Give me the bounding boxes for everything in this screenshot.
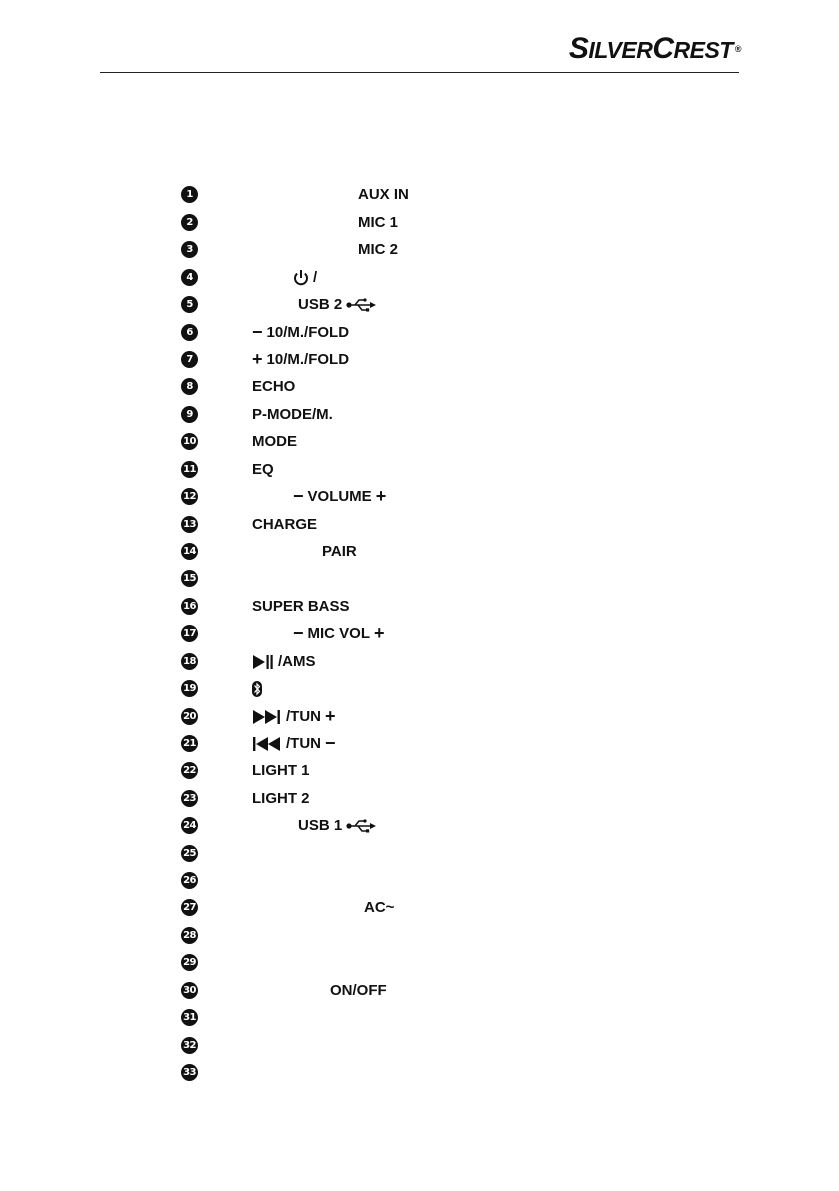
suffix-sign: −	[325, 733, 336, 753]
item-number-badge: 30	[181, 982, 198, 999]
item-label-group	[358, 185, 409, 204]
list-item	[0, 570, 839, 590]
list-item	[0, 598, 839, 618]
item-number-badge: 4	[181, 269, 198, 286]
item-number-badge: 12	[181, 488, 198, 505]
item-number-badge: 5	[181, 296, 198, 313]
list-item	[0, 899, 839, 919]
prefix-sign: +	[252, 349, 263, 369]
item-label-group	[252, 761, 310, 780]
item-label-group	[293, 487, 386, 506]
item-label: /AMS	[278, 653, 316, 670]
item-label: LIGHT 1	[252, 762, 310, 779]
item-number-badge: 20	[181, 708, 198, 725]
logo-part1-initial: S	[568, 32, 589, 65]
item-label: /TUN	[286, 708, 321, 725]
item-label-group	[252, 323, 349, 342]
logo-part2-rest: REST	[673, 37, 733, 63]
item-number-badge: 33	[181, 1064, 198, 1081]
list-item	[0, 762, 839, 782]
list-item	[0, 241, 839, 261]
list-item	[0, 543, 839, 563]
item-label: MIC 1	[358, 214, 399, 231]
list-item	[0, 433, 839, 453]
item-number-badge: 6	[181, 324, 198, 341]
item-label: 10/M./FOLD	[266, 324, 350, 341]
item-label: ECHO	[252, 378, 296, 395]
usb-icon	[346, 298, 376, 312]
list-item	[0, 708, 839, 728]
list-item	[0, 351, 839, 371]
list-item	[0, 653, 839, 673]
item-number-badge: 7	[181, 351, 198, 368]
item-label-group	[252, 707, 336, 726]
item-label-group	[252, 515, 317, 534]
list-item	[0, 296, 839, 316]
item-label-group	[252, 460, 274, 479]
item-label-group	[252, 377, 295, 396]
list-item	[0, 461, 839, 481]
item-label-group	[252, 405, 333, 424]
list-item	[0, 982, 839, 1002]
item-label-group	[252, 734, 336, 753]
list-item	[0, 735, 839, 755]
list-item	[0, 406, 839, 426]
list-item	[0, 845, 839, 865]
list-item	[0, 516, 839, 536]
item-label: MODE	[252, 433, 297, 450]
item-label-group	[252, 652, 316, 671]
registered-mark: ®	[734, 43, 741, 54]
item-label-group	[298, 295, 376, 314]
previous-track-icon	[252, 736, 282, 752]
item-label-group	[358, 240, 398, 259]
item-label: CHARGE	[252, 516, 318, 533]
item-number-badge: 22	[181, 762, 198, 779]
item-number-badge: 17	[181, 625, 198, 642]
item-number-badge: 29	[181, 954, 198, 971]
item-label-group	[252, 789, 310, 808]
item-number-badge: 18	[181, 653, 198, 670]
item-label-group	[322, 542, 357, 561]
power-icon	[293, 269, 309, 287]
item-label: EQ	[252, 461, 274, 478]
list-item	[0, 269, 839, 289]
prefix-sign: −	[293, 623, 304, 643]
item-label-group	[364, 898, 394, 917]
prefix-sign: −	[252, 322, 263, 342]
item-label: SUPER BASS	[252, 598, 350, 615]
item-label-group	[293, 624, 385, 643]
item-label: VOLUME	[307, 488, 372, 505]
list-item	[0, 680, 839, 700]
item-label-group	[252, 350, 349, 369]
suffix-sign: +	[374, 623, 385, 643]
play-pause-icon	[252, 654, 274, 670]
item-label: USB 1	[298, 817, 343, 834]
item-number-badge: 11	[181, 461, 198, 478]
item-label-group	[293, 268, 317, 287]
list-item	[0, 872, 839, 892]
list-item	[0, 1009, 839, 1029]
list-item	[0, 927, 839, 947]
list-item	[0, 1064, 839, 1084]
item-number-badge: 31	[181, 1009, 198, 1026]
item-number-badge: 19	[181, 680, 198, 697]
item-number-badge: 3	[181, 241, 198, 258]
item-label: ON/OFF	[330, 982, 387, 999]
item-number-badge: 27	[181, 899, 198, 916]
item-number-badge: 26	[181, 872, 198, 889]
item-label: P-MODE/M.	[252, 406, 333, 423]
item-number-badge: 28	[181, 927, 198, 944]
logo-part2-initial: C	[652, 32, 674, 65]
item-label: /TUN	[286, 735, 321, 752]
item-number-badge: 15	[181, 570, 198, 587]
suffix-sign: +	[325, 706, 336, 726]
item-number-badge: 32	[181, 1037, 198, 1054]
suffix-sign: +	[375, 486, 387, 506]
bluetooth-icon	[252, 681, 262, 697]
item-label: MIC VOL	[307, 625, 371, 642]
logo-part1-rest: ILVER	[588, 37, 653, 63]
item-number-badge: 14	[181, 543, 198, 560]
list-item	[0, 186, 839, 206]
item-number-badge: 2	[181, 214, 198, 231]
usb-icon	[346, 819, 376, 833]
item-label: /	[313, 269, 318, 286]
list-item	[0, 1037, 839, 1057]
item-number-badge: 9	[181, 406, 198, 423]
item-number-badge: 10	[181, 433, 198, 450]
item-number-badge: 23	[181, 790, 198, 807]
list-item	[0, 324, 839, 344]
list-item	[0, 214, 839, 234]
item-number-badge: 25	[181, 845, 198, 862]
item-label-group	[252, 679, 262, 698]
item-label: 10/M./FOLD	[266, 351, 350, 368]
item-number-badge: 1	[181, 186, 198, 203]
item-label-group	[298, 816, 376, 835]
next-track-icon	[252, 709, 282, 725]
item-label: LIGHT 2	[252, 790, 310, 807]
item-label: MIC 2	[358, 241, 399, 258]
item-label-group	[330, 981, 387, 1000]
item-label: USB 2	[298, 296, 343, 313]
prefix-sign: −	[293, 486, 304, 506]
item-label: AUX IN	[358, 186, 409, 203]
list-item	[0, 790, 839, 810]
item-label-group	[252, 597, 350, 616]
list-item	[0, 625, 839, 645]
item-number-badge: 8	[181, 378, 198, 395]
item-number-badge: 16	[181, 598, 198, 615]
item-number-badge: 24	[181, 817, 198, 834]
item-label: AC~	[364, 899, 395, 916]
list-item	[0, 488, 839, 508]
item-label-group	[252, 432, 297, 451]
item-number-badge: 21	[181, 735, 198, 752]
list-item	[0, 954, 839, 974]
list-item	[0, 378, 839, 398]
item-number-badge: 13	[181, 516, 198, 533]
list-item	[0, 817, 839, 837]
item-label: PAIR	[322, 543, 357, 560]
item-label-group	[358, 213, 398, 232]
